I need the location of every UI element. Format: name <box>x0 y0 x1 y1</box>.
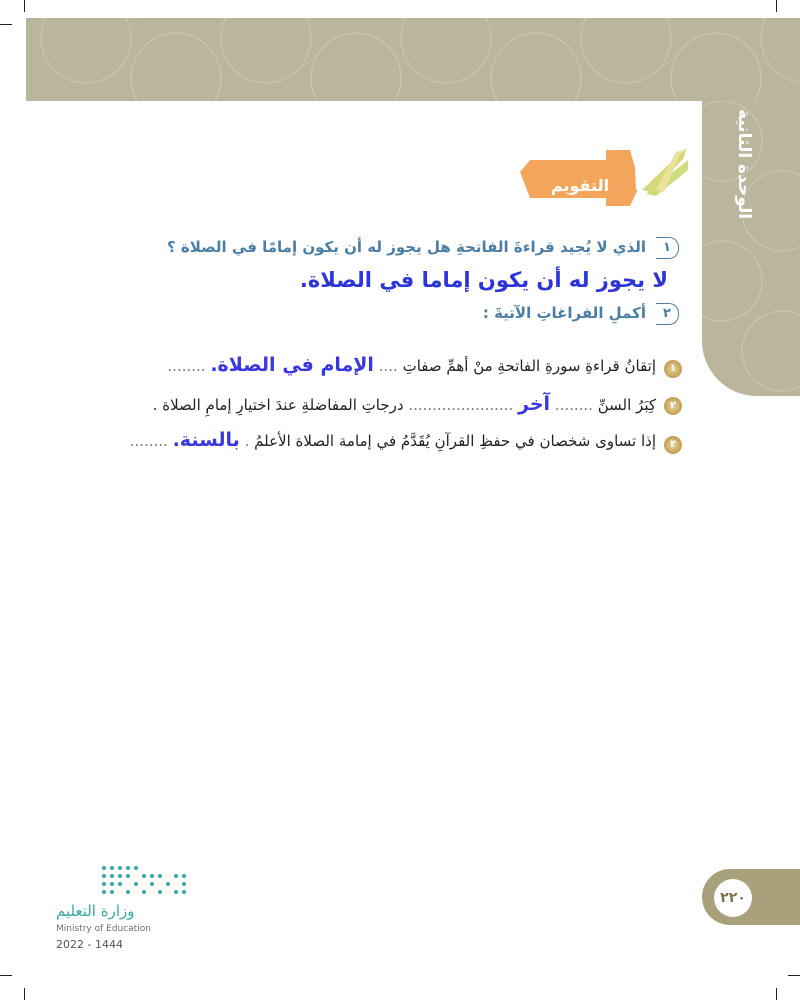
unit-title: الوحدة الثانية <box>734 108 754 220</box>
page-number: ٢٢٠ <box>714 879 752 917</box>
question-number: ١ <box>656 237 679 259</box>
crop-mark <box>24 988 25 1000</box>
question-answer: لا يجوز له أن يكون إماما في الصلاة. <box>299 268 668 292</box>
header-banner <box>26 18 800 101</box>
bullet-star-icon: ٣ <box>664 436 682 454</box>
fill-answer: آخر <box>518 393 551 415</box>
fill-answer: بالسنة. <box>172 429 240 451</box>
crop-mark <box>776 988 777 1000</box>
fill-item <box>167 354 656 376</box>
bullet-star-icon: ١ <box>664 360 682 378</box>
question-text: أكملِ الفراغاتِ الآتيةَ : <box>482 304 646 322</box>
fill-item-text: كِبَرُ السنِّ <box>597 396 656 414</box>
edition-year: 2022 - 1444 <box>56 938 123 951</box>
crop-mark <box>788 975 800 976</box>
fill-dots: ...................... <box>408 396 514 414</box>
fill-item-text: درجاتِ المفاضلةِ عندَ اختيارِ إمامِ الصلاة . <box>152 396 404 414</box>
bullet-star-icon: ٢ <box>664 397 682 415</box>
fill-dots: ........ <box>554 396 593 414</box>
crop-mark <box>24 0 25 12</box>
ministry-name-arabic: وزارة التعليم <box>56 902 135 920</box>
fill-item-text: إذا تساوى شخصان في حفظِ القرآنِ يُقَدَّمُ في إمامة الصلاة الأعلمُ <box>254 432 656 450</box>
ministry-name-english: Ministry of Education <box>56 924 151 934</box>
crop-mark <box>0 975 12 976</box>
fill-dots: . <box>244 432 250 450</box>
fill-item <box>130 429 656 451</box>
fill-answer: الإمام في الصلاة. <box>210 354 374 376</box>
fill-item-text: إتقانُ قراءةِ سورةِ الفاتحةِ منْ أهمِّ صفاتِ <box>402 357 656 375</box>
fill-dots: ........ <box>167 357 206 375</box>
crop-mark <box>0 24 12 25</box>
fill-item <box>153 393 656 415</box>
question-text: الذي لا يُجيد قراءةَ الفاتحةِ هل يجوز له أن يكون إمامًا في الصلاة ؟ <box>166 238 646 256</box>
banner-pattern <box>26 18 800 101</box>
question-number: ٢ <box>656 303 679 325</box>
crop-mark <box>776 0 777 12</box>
evaluation-label: التقويم <box>550 176 610 195</box>
fill-dots: ........ <box>129 432 168 450</box>
fill-dots: .... <box>378 357 398 375</box>
ministry-logo-icon <box>98 862 190 898</box>
